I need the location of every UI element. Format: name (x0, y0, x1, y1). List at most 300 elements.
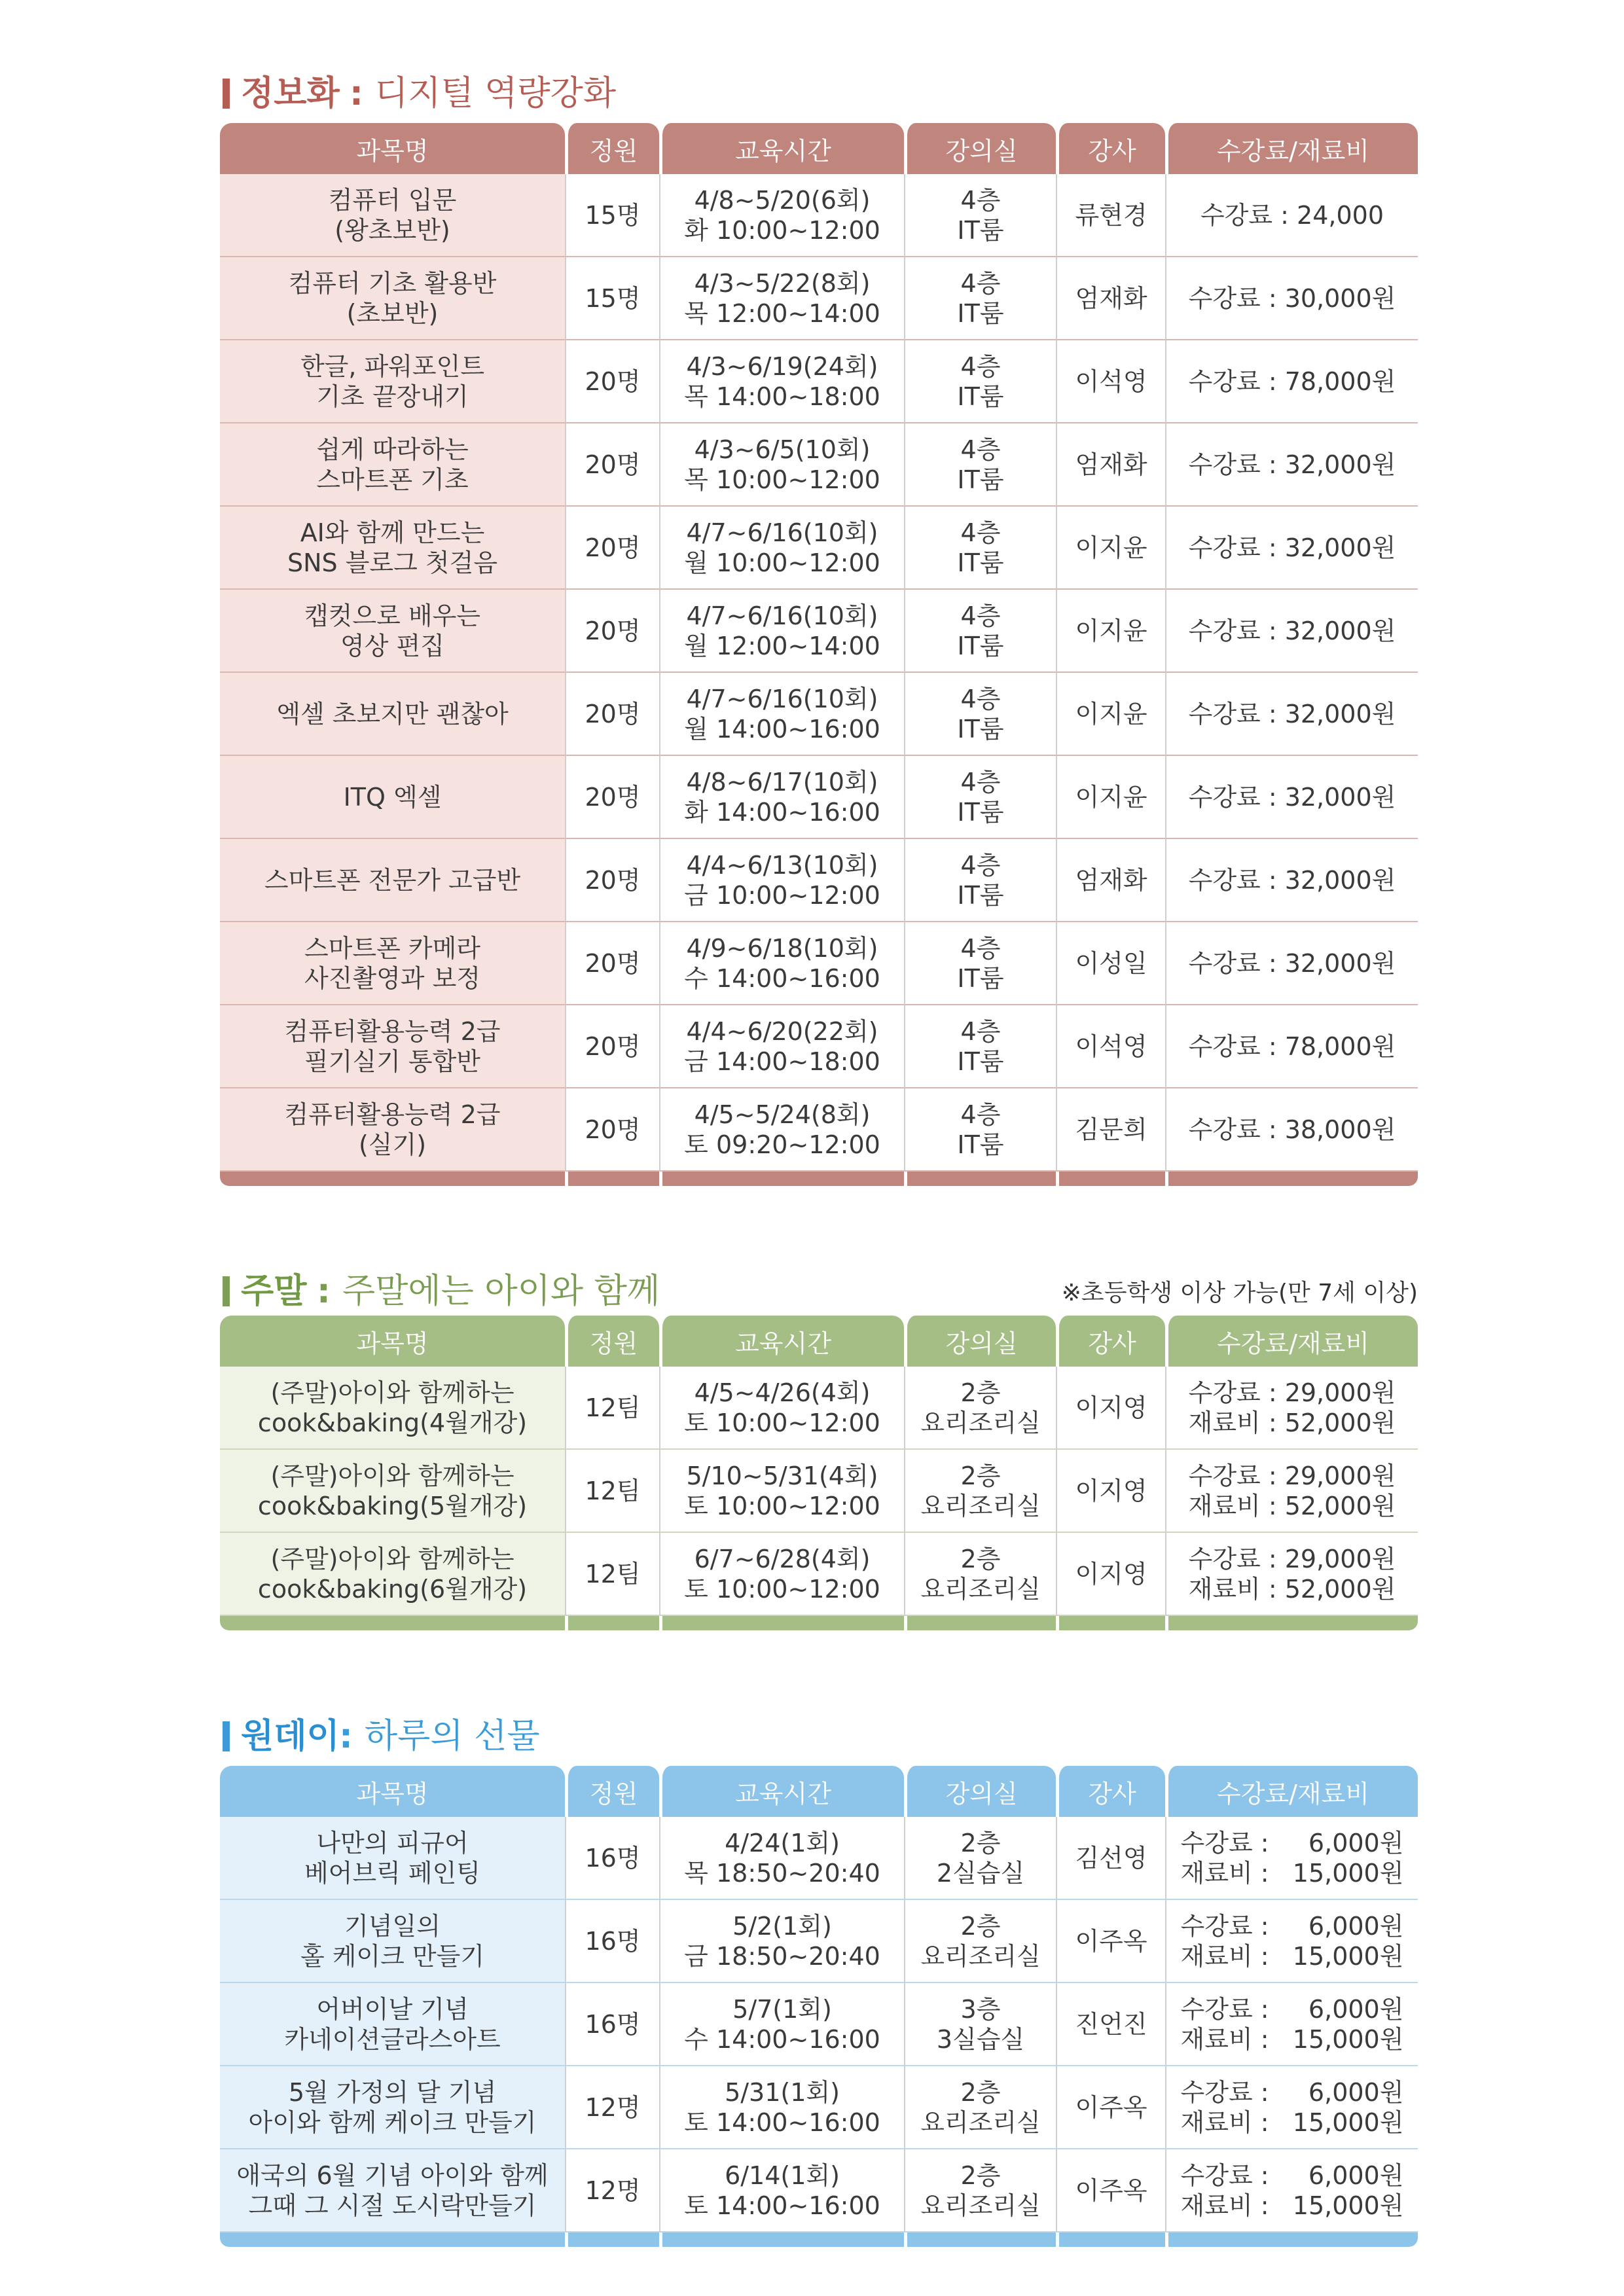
section-name: 원데이 (241, 1717, 340, 1756)
column-header-instructor: 강사 (1056, 1766, 1165, 1817)
column-header-room: 강의실 (904, 1316, 1056, 1367)
cell-line: 4/4~6/20(22회) (686, 1016, 878, 1046)
classroom-cell (904, 507, 1056, 590)
capacity-cell: 20명 (565, 1088, 659, 1172)
fee-cell (1165, 2149, 1418, 2233)
table-body (220, 174, 1418, 1186)
classroom-cell (904, 340, 1056, 423)
course-table (220, 1766, 1418, 2247)
cell-line: 2층 (960, 1378, 1001, 1407)
fee-line: 수강료 : 32,000원 (1188, 616, 1396, 645)
column-header-fee: 수강료/재료비 (1165, 1316, 1418, 1367)
footer-segment (1056, 1172, 1165, 1186)
capacity-cell: 15명 (565, 174, 659, 257)
cell-line: 5/10~5/31(4회) (686, 1461, 878, 1490)
classroom-cell (904, 2149, 1056, 2233)
instructor-cell: 이성일 (1056, 922, 1165, 1005)
cell-line: 엑셀 초보지만 괜찮아 (276, 699, 509, 728)
cell-line: 요리조리실 (920, 2191, 1041, 2220)
table-header (220, 1766, 1418, 1817)
cell-line: 요리조리실 (920, 1574, 1041, 1604)
table-footer-band (220, 2233, 1418, 2247)
capacity-cell: 20명 (565, 340, 659, 423)
cell-line: 6/14(1회) (725, 2161, 840, 2190)
cell-line: 4층 (960, 351, 1001, 381)
schedule-cell (659, 756, 904, 839)
fee-line: 수강료 : 29,000원 (1188, 1544, 1396, 1573)
cell-line: 사진촬영과 보정 (304, 963, 481, 993)
cell-line: 4/7~6/16(10회) (686, 684, 878, 713)
cell-line: 기초 끝장내기 (316, 382, 469, 411)
cell-line: 토 10:00~12:00 (684, 1574, 880, 1604)
fee-line: 재료비 : 15,000원 (1180, 2191, 1404, 2220)
fee-lines (1189, 948, 1396, 978)
cell-line: 애국의 6월 기념 아이와 함께 (236, 2161, 549, 2190)
cell-line: 4층 (960, 268, 1001, 298)
fee-line: 수강료 : 30,000원 (1188, 283, 1396, 313)
heading-bar (223, 1276, 230, 1306)
cell-line: 4/5~5/24(8회) (694, 1100, 871, 1129)
capacity-cell: 12팀 (565, 1450, 659, 1533)
fee-line: 재료비 : 15,000원 (1180, 2024, 1404, 2054)
fee-line: 수강료 : 29,000원 (1188, 1461, 1396, 1490)
classroom-cell (904, 673, 1056, 756)
fee-line: 수강료 : 32,000원 (1188, 533, 1396, 562)
cell-line: 4층 (960, 767, 1001, 797)
fee-lines (1189, 1378, 1396, 1438)
column-header-room: 강의실 (904, 123, 1056, 174)
fee-line: 수강료 : 32,000원 (1188, 948, 1396, 978)
cell-line: 어버이날 기념 (316, 1994, 469, 2024)
column-header-instructor: 강사 (1056, 123, 1165, 174)
capacity-cell: 16명 (565, 1900, 659, 1983)
cell-line: 4/4~6/13(10회) (686, 850, 878, 880)
cell-line: 2층 (960, 1544, 1001, 1573)
fee-line: 수강료 : 6,000원 (1180, 2161, 1404, 2190)
classroom-cell (904, 1450, 1056, 1533)
fee-lines (1189, 782, 1396, 812)
cell-line: 목 14:00~18:00 (684, 382, 880, 411)
fee-line: 수강료 : 32,000원 (1188, 782, 1396, 812)
fee-line: 수강료 : 32,000원 (1188, 450, 1396, 479)
cell-line: (주말)아이와 함께하는 (270, 1378, 514, 1407)
cell-line: 4층 (960, 850, 1001, 880)
instructor-cell: 이지영 (1056, 1533, 1165, 1616)
cell-line: IT룸 (957, 1130, 1004, 1159)
fee-lines (1189, 616, 1396, 646)
course-table (220, 1316, 1418, 1630)
fee-cell (1165, 922, 1418, 1005)
schedule-cell (659, 673, 904, 756)
fee-cell (1165, 1088, 1418, 1172)
cell-line: AI와 함께 만드는 (300, 518, 485, 547)
cell-line: 컴퓨터 기초 활용반 (288, 268, 497, 298)
table-row (220, 1900, 1418, 1983)
instructor-cell: 진언진 (1056, 1983, 1165, 2066)
fee-cell (1165, 2066, 1418, 2149)
instructor-cell: 이지윤 (1056, 673, 1165, 756)
classroom-cell (904, 756, 1056, 839)
cell-line: 4/24(1회) (725, 1828, 840, 1857)
section-subtitle-text: 디지털 역량강화 (374, 74, 617, 113)
capacity-cell: 20명 (565, 673, 659, 756)
eligibility-note: ※초등학생 이상 가능(만 7세 이상) (1061, 1280, 1418, 1306)
instructor-cell: 엄재화 (1056, 839, 1165, 922)
capacity-cell: 12팀 (565, 1533, 659, 1616)
table-row (220, 174, 1418, 257)
footer-segment (659, 1172, 904, 1186)
table-row (220, 1817, 1418, 1900)
fee-cell (1165, 1367, 1418, 1450)
capacity-cell: 20명 (565, 507, 659, 590)
instructor-cell: 이지윤 (1056, 756, 1165, 839)
course-name-cell (220, 756, 565, 839)
classroom-cell (904, 1367, 1056, 1450)
instructor-cell: 이지윤 (1056, 590, 1165, 673)
cell-line: 토 09:20~12:00 (684, 1130, 880, 1159)
cell-line: 토 10:00~12:00 (684, 1408, 880, 1437)
classroom-cell (904, 1817, 1056, 1900)
schedule-cell (659, 1533, 904, 1616)
cell-line: 금 18:50~20:40 (684, 1941, 880, 1971)
classroom-cell (904, 2066, 1056, 2149)
cell-line: 금 10:00~12:00 (684, 880, 880, 910)
table-row (220, 590, 1418, 673)
column-header-time: 교육시간 (659, 123, 904, 174)
cell-line: IT룸 (957, 382, 1004, 411)
section-heading (220, 71, 1418, 117)
cell-line: 6/7~6/28(4회) (694, 1544, 871, 1573)
cell-line: 월 10:00~12:00 (684, 548, 880, 577)
table-row (220, 756, 1418, 839)
footer-segment (220, 2233, 565, 2247)
fee-line: 재료비 : 52,000원 (1188, 1574, 1396, 1604)
table-row (220, 507, 1418, 590)
cell-line: cook&baking(4월개강) (257, 1408, 528, 1437)
column-header-fee: 수강료/재료비 (1165, 123, 1418, 174)
cell-line: 요리조리실 (920, 1408, 1041, 1437)
cell-line: IT룸 (957, 631, 1004, 660)
cell-line: 화 14:00~16:00 (684, 797, 880, 827)
cell-line: 4/7~6/16(10회) (686, 518, 878, 547)
section-name: 주말 (241, 1272, 307, 1311)
cell-line: (실기) (358, 1130, 427, 1159)
cell-line: 4층 (960, 1100, 1001, 1129)
footer-segment (565, 2233, 659, 2247)
schedule-cell (659, 257, 904, 340)
cell-line: 4층 (960, 435, 1001, 464)
fee-cell (1165, 1983, 1418, 2066)
fee-cell (1165, 1533, 1418, 1616)
table-row (220, 839, 1418, 922)
table-row (220, 257, 1418, 340)
cell-line: 5/7(1회) (732, 1994, 832, 2024)
course-name-cell (220, 2149, 565, 2233)
cell-line: 토 14:00~16:00 (684, 2108, 880, 2137)
cell-line: 그때 그 시절 도시락만들기 (248, 2191, 537, 2220)
cell-line: 요리조리실 (920, 1491, 1041, 1520)
schedule-cell (659, 340, 904, 423)
classroom-cell (904, 174, 1056, 257)
fee-line: 수강료 : 32,000원 (1188, 865, 1396, 895)
cell-line: 월 12:00~14:00 (684, 631, 880, 660)
cell-line: 5/2(1회) (732, 1911, 832, 1941)
footer-segment (659, 2233, 904, 2247)
cell-line: IT룸 (957, 714, 1004, 744)
footer-segment (1056, 1616, 1165, 1630)
column-header-capacity: 정원 (565, 123, 659, 174)
course-table (220, 123, 1418, 1186)
cell-line: 아이와 함께 케이크 만들기 (248, 2108, 537, 2137)
course-name-cell (220, 2066, 565, 2149)
fee-lines (1181, 1828, 1404, 1888)
cell-line: IT룸 (957, 298, 1004, 328)
footer-segment (904, 1172, 1056, 1186)
table-body (220, 1367, 1418, 1630)
cell-line: 2층 (960, 2161, 1001, 2190)
cell-line: 4층 (960, 1016, 1001, 1046)
instructor-cell: 이주옥 (1056, 2149, 1165, 2233)
fee-line: 수강료 : 6,000원 (1180, 2077, 1404, 2107)
section-weekend (220, 1268, 1418, 1630)
capacity-cell: 20명 (565, 1005, 659, 1088)
classroom-cell (904, 1983, 1056, 2066)
footer-segment (904, 1616, 1056, 1630)
capacity-cell: 12명 (565, 2149, 659, 2233)
cell-line: (왕초보반) (334, 215, 450, 245)
cell-line: 홀 케이크 만들기 (300, 1941, 485, 1971)
classroom-cell (904, 839, 1056, 922)
table-row (220, 922, 1418, 1005)
schedule-cell (659, 423, 904, 507)
cell-line: 필기실기 통합반 (304, 1047, 481, 1076)
schedule-cell (659, 922, 904, 1005)
capacity-cell: 15명 (565, 257, 659, 340)
cell-line: 스마트폰 전문가 고급반 (264, 865, 521, 895)
section-subtitle-text: 하루의 선물 (364, 1717, 540, 1756)
table-row (220, 1367, 1418, 1450)
capacity-cell: 12명 (565, 2066, 659, 2149)
fee-cell (1165, 673, 1418, 756)
table-row (220, 2149, 1418, 2233)
cell-line: 한글, 파워포인트 (300, 351, 485, 381)
fee-cell (1165, 1450, 1418, 1533)
section-subtitle (339, 1713, 540, 1759)
heading-bar (223, 1721, 230, 1751)
table-row (220, 673, 1418, 756)
cell-line: 토 14:00~16:00 (684, 2191, 880, 2220)
cell-line: (초보반) (346, 298, 439, 328)
instructor-cell: 이지윤 (1056, 507, 1165, 590)
column-header-capacity: 정원 (565, 1316, 659, 1367)
fee-line: 수강료 : 29,000원 (1188, 1378, 1396, 1407)
instructor-cell: 엄재화 (1056, 257, 1165, 340)
fee-cell (1165, 257, 1418, 340)
cell-line: 요리조리실 (920, 2108, 1041, 2137)
cell-line: 베어브릭 페인팅 (304, 1858, 481, 1888)
section-subtitle (350, 71, 616, 117)
fee-line: 수강료 : 78,000원 (1188, 367, 1396, 396)
section-info (220, 71, 1418, 1186)
cell-line: 화 10:00~12:00 (684, 215, 880, 245)
instructor-cell: 이주옥 (1056, 2066, 1165, 2149)
capacity-cell: 20명 (565, 922, 659, 1005)
schedule-cell (659, 507, 904, 590)
cell-line: 3층 (960, 1994, 1001, 2024)
cell-line: IT룸 (957, 963, 1004, 993)
cell-line: IT룸 (957, 1047, 1004, 1076)
cell-line: 쉽게 따라하는 (316, 435, 469, 464)
course-name-cell (220, 1088, 565, 1172)
capacity-cell: 20명 (565, 756, 659, 839)
schedule-cell (659, 1817, 904, 1900)
classroom-cell (904, 1900, 1056, 1983)
fee-line: 재료비 : 52,000원 (1188, 1491, 1396, 1520)
cell-line: IT룸 (957, 880, 1004, 910)
footer-segment (1056, 2233, 1165, 2247)
footer-segment (220, 1616, 565, 1630)
cell-line: 4층 (960, 684, 1001, 713)
table-row (220, 1005, 1418, 1088)
cell-line: IT룸 (957, 215, 1004, 245)
table-header (220, 1316, 1418, 1367)
section-subtitle (317, 1268, 660, 1314)
cell-line: 목 18:50~20:40 (684, 1858, 880, 1888)
table-row (220, 2066, 1418, 2149)
fee-lines (1181, 1911, 1404, 1971)
footer-segment (220, 1172, 565, 1186)
table-row (220, 1533, 1418, 1616)
cell-line: 4/3~6/5(10회) (694, 435, 871, 464)
footer-segment (1165, 2233, 1418, 2247)
schedule-cell (659, 1367, 904, 1450)
cell-line: 수 14:00~16:00 (684, 963, 880, 993)
cell-line: 2층 (960, 1828, 1001, 1857)
table-row (220, 423, 1418, 507)
table-body (220, 1817, 1418, 2247)
instructor-cell: 김선영 (1056, 1817, 1165, 1900)
instructor-cell: 이주옥 (1056, 1900, 1165, 1983)
cell-line: 4층 (960, 601, 1001, 630)
column-header-capacity: 정원 (565, 1766, 659, 1817)
capacity-cell: 20명 (565, 839, 659, 922)
fee-line: 수강료 : 78,000원 (1188, 1031, 1396, 1061)
fee-lines (1189, 450, 1396, 480)
cell-line: SNS 블로그 첫걸음 (287, 548, 498, 577)
classroom-cell (904, 257, 1056, 340)
classroom-cell (904, 922, 1056, 1005)
column-header-room: 강의실 (904, 1766, 1056, 1817)
course-name-cell (220, 1817, 565, 1900)
cell-line: 카네이션글라스아트 (284, 2024, 501, 2054)
cell-line: 기념일의 (344, 1911, 441, 1941)
fee-lines (1189, 1115, 1396, 1145)
classroom-cell (904, 590, 1056, 673)
column-header-course: 과목명 (220, 1316, 565, 1367)
capacity-cell: 20명 (565, 423, 659, 507)
cell-line: cook&baking(6월개강) (257, 1574, 528, 1604)
fee-lines (1189, 1031, 1396, 1062)
cell-line: 4층 (960, 518, 1001, 547)
schedule-cell (659, 1450, 904, 1533)
cell-line: 나만의 피규어 (316, 1828, 469, 1857)
instructor-cell: 엄재화 (1056, 423, 1165, 507)
classroom-cell (904, 1533, 1056, 1616)
cell-line: 수 14:00~16:00 (684, 2024, 880, 2054)
footer-segment (1165, 1616, 1418, 1630)
cell-line: 4층 (960, 185, 1001, 215)
classroom-cell (904, 1088, 1056, 1172)
fee-lines (1189, 699, 1396, 729)
cell-line: 목 12:00~14:00 (684, 298, 880, 328)
cell-line: cook&baking(5월개강) (257, 1491, 528, 1520)
fee-cell (1165, 1900, 1418, 1983)
cell-line: IT룸 (957, 465, 1004, 494)
column-header-course: 과목명 (220, 123, 565, 174)
fee-lines (1189, 865, 1396, 895)
schedule-cell (659, 2066, 904, 2149)
instructor-cell: 이석영 (1056, 340, 1165, 423)
schedule-cell (659, 2149, 904, 2233)
table-footer-band (220, 1616, 1418, 1630)
footer-segment (565, 1172, 659, 1186)
cell-line: 스마트폰 기초 (316, 465, 469, 494)
fee-cell (1165, 1817, 1418, 1900)
fee-line: 재료비 : 15,000원 (1180, 2108, 1404, 2137)
cell-line: 컴퓨터 입문 (328, 185, 457, 215)
classroom-cell (904, 1005, 1056, 1088)
section-heading (220, 1268, 1418, 1314)
course-name-cell (220, 839, 565, 922)
cell-line: 4/3~6/19(24회) (686, 351, 878, 381)
fee-lines (1200, 200, 1384, 230)
course-name-cell (220, 174, 565, 257)
fee-lines (1189, 283, 1396, 314)
instructor-cell: 이석영 (1056, 1005, 1165, 1088)
fee-cell (1165, 423, 1418, 507)
cell-line: 4/7~6/16(10회) (686, 601, 878, 630)
cell-line: 컴퓨터활용능력 2급 (284, 1100, 501, 1129)
fee-line: 수강료 : 6,000원 (1180, 1828, 1404, 1857)
course-name-cell (220, 1900, 565, 1983)
table-footer-band (220, 1172, 1418, 1186)
capacity-cell: 20명 (565, 590, 659, 673)
column-header-instructor: 강사 (1056, 1316, 1165, 1367)
cell-line: 컴퓨터활용능력 2급 (284, 1016, 501, 1046)
cell-line: 3실습실 (936, 2024, 1025, 2054)
column-header-fee: 수강료/재료비 (1165, 1766, 1418, 1817)
schedule-cell (659, 1900, 904, 1983)
cell-line: 4/9~6/18(10회) (686, 933, 878, 963)
fee-cell (1165, 756, 1418, 839)
fee-cell (1165, 590, 1418, 673)
fee-cell (1165, 340, 1418, 423)
cell-line: (주말)아이와 함께하는 (270, 1544, 514, 1573)
course-name-cell (220, 590, 565, 673)
cell-line: 4층 (960, 933, 1001, 963)
schedule-cell (659, 1005, 904, 1088)
cell-line: (주말)아이와 함께하는 (270, 1461, 514, 1490)
fee-line: 수강료 : 6,000원 (1180, 1994, 1404, 2024)
fee-lines (1181, 2077, 1404, 2138)
instructor-cell: 이지영 (1056, 1450, 1165, 1533)
fee-line: 재료비 : 15,000원 (1180, 1858, 1404, 1888)
table-row (220, 340, 1418, 423)
cell-line: 토 10:00~12:00 (684, 1491, 880, 1520)
course-name-cell (220, 1450, 565, 1533)
footer-segment (904, 2233, 1056, 2247)
cell-line: 월 14:00~16:00 (684, 714, 880, 744)
